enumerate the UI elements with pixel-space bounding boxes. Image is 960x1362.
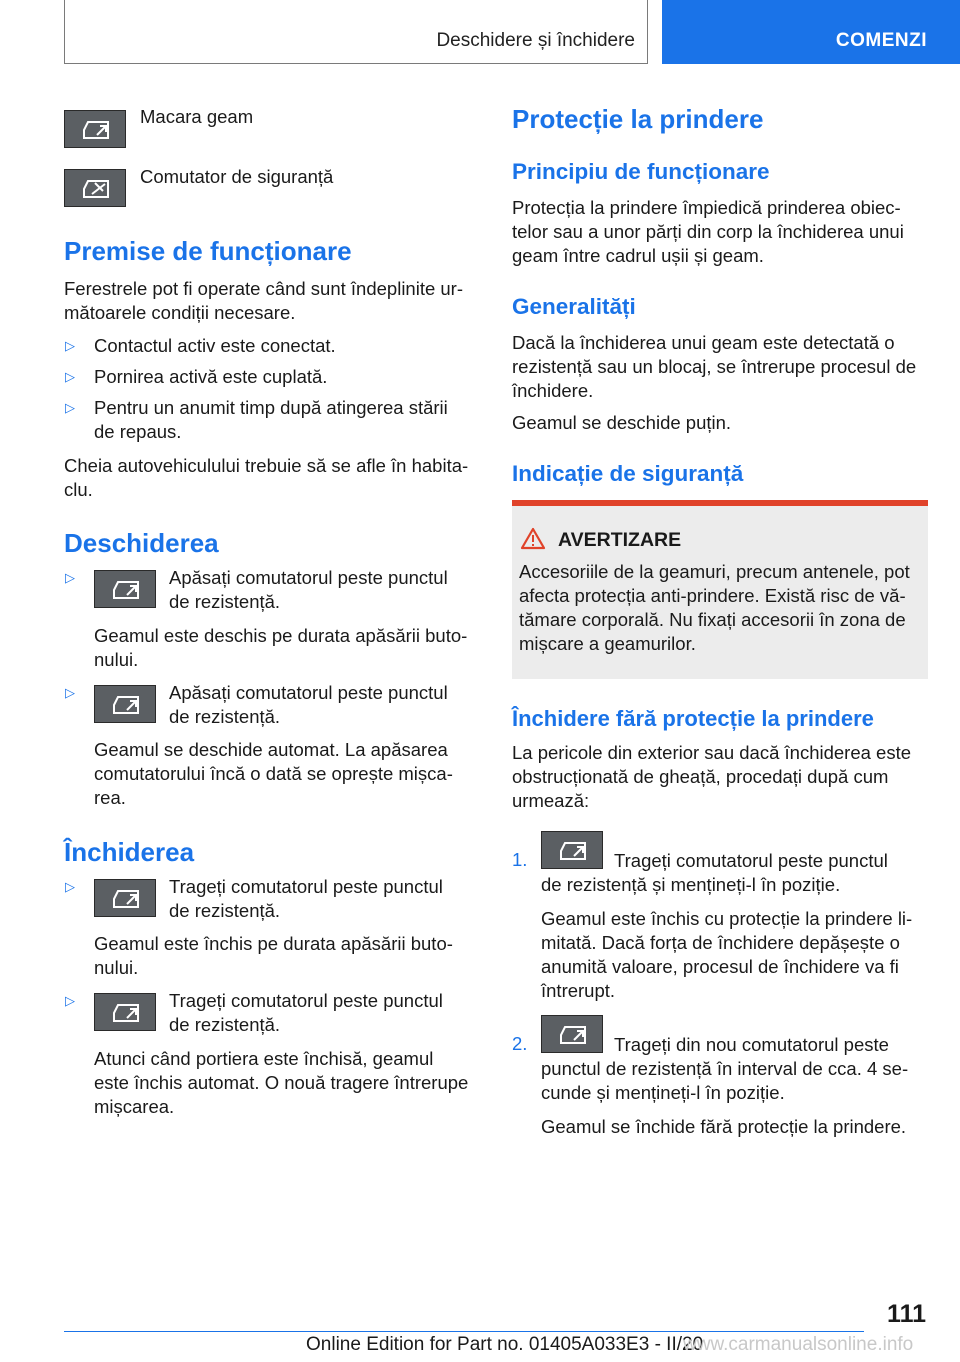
text-line: întrerupt. — [541, 980, 616, 1001]
window-switch-icon — [64, 110, 126, 148]
inchiderea-step-2-action — [169, 989, 443, 1037]
text-line: de rezistență. — [169, 1014, 281, 1035]
icon-label-macara: Macara geam — [140, 106, 254, 127]
text-line: tămare corporală. Nu fixați accesorii în zona de — [519, 609, 906, 630]
window-switch-icon — [94, 993, 156, 1031]
deschiderea-step-1-result — [94, 624, 467, 672]
generalitati-title: Generalități — [512, 294, 636, 319]
text-line: Atunci când portiera este închisă, geamul — [94, 1048, 434, 1069]
triangle-bullet-icon: ▷ — [65, 369, 75, 384]
text-line: Geamul este închis pe durata apăsării buto- — [94, 933, 453, 954]
principiu-text — [512, 196, 904, 268]
header-chapter-label: COMENZI — [835, 30, 927, 51]
fara-step-1-action-first: Trageți comutatorul peste punctul — [614, 850, 888, 871]
text-line: geam între cadrul ușii și geam. — [512, 245, 764, 266]
footer-watermark: www.carmanualsonline.info — [683, 1334, 914, 1355]
text-line: comutatorului încă o dată se oprește mișca- — [94, 763, 453, 784]
premise-title: Premise de funcționare — [64, 236, 352, 266]
fara-title: Închidere fără protecție la prindere — [512, 706, 874, 731]
fara-intro — [512, 741, 911, 813]
window-switch-icon — [541, 1015, 603, 1053]
premise-note — [64, 454, 468, 502]
window-switch-icon — [541, 831, 603, 869]
text-line: Dacă la închiderea unui geam este detectată o — [512, 332, 895, 353]
inchiderea-step-1-result — [94, 932, 453, 980]
text-line: mișcarea. — [94, 1096, 175, 1117]
text-line: telor sau a unor părți din corp la închiderea unui — [512, 221, 904, 242]
text-line: rea. — [94, 787, 126, 808]
text-line: La pericole din exterior sau dacă închiderea este — [512, 742, 912, 763]
triangle-bullet-icon: ▷ — [65, 570, 75, 585]
icon-label-comutator: Comutator de siguranță — [140, 166, 334, 187]
header-section-title: Deschidere și închidere — [436, 30, 635, 51]
inchiderea-step-1-action — [169, 875, 443, 923]
fara-step-2-result: Geamul se închide fără protecție la prindere. — [541, 1116, 907, 1137]
deschiderea-step-2-action — [169, 681, 448, 729]
window-switch-icon — [94, 685, 156, 723]
fara-step-2-action-first: Trageți din nou comutatorul peste — [614, 1034, 889, 1055]
triangle-bullet-icon: ▷ — [65, 685, 75, 700]
text-line: clu. — [64, 479, 93, 500]
premise-bullet-2: Pornirea activă este cuplată. — [94, 366, 328, 387]
text-line: Geamul se deschide automat. La apăsarea — [94, 739, 448, 760]
text-line: punctul de rezistență în interval de cca. 4 se- — [541, 1058, 909, 1079]
deschiderea-title: Deschiderea — [64, 528, 219, 558]
text-line: afecta protecția anti-prindere. Există risc de vă- — [519, 585, 906, 606]
principiu-title: Principiu de funcționare — [512, 159, 770, 184]
deschiderea-step-1-action — [169, 566, 448, 614]
premise-bullet-3 — [94, 396, 448, 444]
fara-step-1-action-rest: de rezistență și mențineți-l în poziție. — [541, 874, 841, 895]
deschiderea-step-2-result — [94, 738, 453, 810]
premise-bullet-1: Contactul activ este conectat. — [94, 335, 336, 356]
text-line: nului. — [94, 649, 139, 670]
text-line: este închis automat. O nouă tragere întrerupe — [94, 1072, 469, 1093]
safety-switch-icon — [64, 169, 126, 207]
text-line: de rezistență. — [169, 900, 281, 921]
text-line: Geamul este închis cu protecție la prindere li- — [541, 908, 913, 929]
text-line: Accesoriile de la geamuri, precum antenele, pot — [519, 561, 910, 582]
text-line: Trageți comutatorul peste punctul — [169, 990, 443, 1011]
footer-edition: Online Edition for Part no. 01405A033E3 - II/20 — [306, 1334, 704, 1355]
triangle-bullet-icon: ▷ — [65, 879, 75, 894]
text-line: închidere. — [512, 380, 594, 401]
page-number: 111 — [887, 1300, 926, 1328]
warning-bar — [512, 500, 928, 506]
text-line: nului. — [94, 957, 139, 978]
header-chapter-tab — [662, 0, 960, 64]
text-line: mătoarele condiții necesare. — [64, 302, 296, 323]
text-line: Geamul este deschis pe durata apăsării buto- — [94, 625, 468, 646]
triangle-bullet-icon: ▷ — [65, 993, 75, 1008]
text-line: Cheia autovehiculului trebuie să se afle în habita- — [64, 455, 469, 476]
text-line: urmează: — [512, 790, 590, 811]
inchiderea-title: Închiderea — [64, 837, 195, 867]
text-line: de rezistență. — [169, 706, 281, 727]
warning-text — [519, 560, 924, 656]
generalitati-text-1 — [512, 331, 916, 403]
text-line: Protecția la prindere împiedică prinderea obiec- — [512, 197, 901, 218]
step-number: 2. — [512, 1033, 528, 1054]
protectie-title: Protecție la prindere — [512, 104, 764, 134]
fara-step-2-action-rest — [541, 1057, 908, 1105]
text-line: Apăsați comutatorul peste punctul — [169, 682, 448, 703]
text-line: obstrucționată de gheață, procedați după cum — [512, 766, 889, 787]
text-line: Pentru un anumit timp după atingerea stării — [94, 397, 448, 418]
text-line: anumită valoare, procesul de închidere va fi — [541, 956, 899, 977]
window-switch-icon — [94, 879, 156, 917]
fara-step-1-result — [541, 907, 912, 1003]
text-line: Apăsați comutatorul peste punctul — [169, 567, 448, 588]
warning-title: AVERTIZARE — [558, 529, 682, 551]
indicatie-title: Indicație de siguranță — [512, 461, 744, 486]
text-line: de rezistență. — [169, 591, 281, 612]
warning-triangle-icon — [520, 527, 546, 550]
text-line: cunde și mențineți-l în poziție. — [541, 1082, 785, 1103]
text-line: mișcare a geamurilor. — [519, 633, 696, 654]
text-line: mitată. Dacă forța de închidere depășește o — [541, 932, 900, 953]
generalitati-text-2: Geamul se deschide puțin. — [512, 412, 732, 433]
footer-divider — [64, 1331, 864, 1332]
triangle-bullet-icon: ▷ — [65, 400, 75, 415]
step-number: 1. — [512, 849, 528, 870]
text-line: rezistență sau un blocaj, se întrerupe procesul de — [512, 356, 917, 377]
warning-box — [512, 500, 928, 679]
window-switch-icon — [94, 570, 156, 608]
inchiderea-step-2-result — [94, 1047, 468, 1119]
text-line: de repaus. — [94, 421, 182, 442]
text-line: Trageți comutatorul peste punctul — [169, 876, 443, 897]
header-section-box — [64, 0, 648, 64]
triangle-bullet-icon: ▷ — [65, 338, 75, 353]
text-line: Ferestrele pot fi operate când sunt îndeplinite ur- — [64, 278, 464, 299]
premise-intro — [64, 277, 478, 325]
